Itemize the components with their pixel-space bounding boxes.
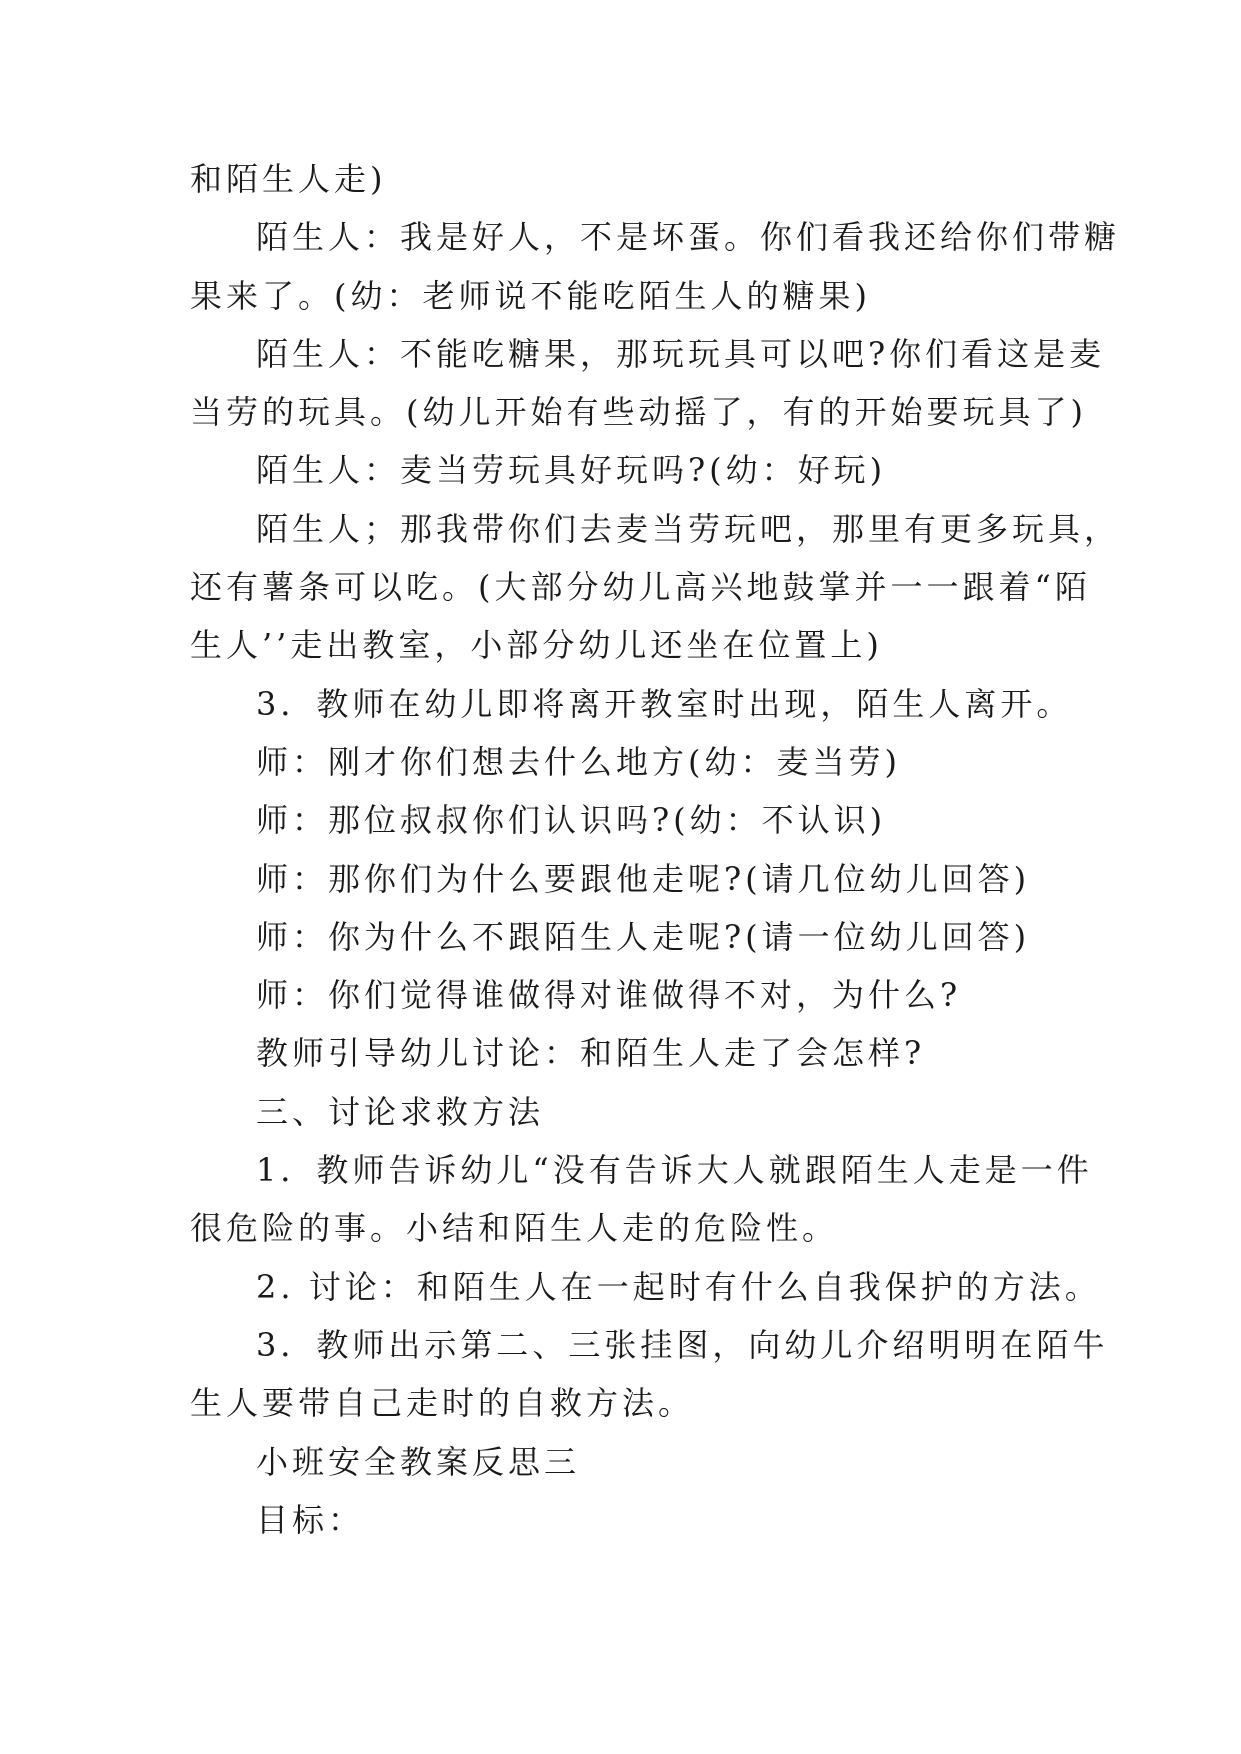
text-line: 师：那位叔叔你们认识吗?(幼：不认识) [256, 801, 887, 840]
text-line: 小班安全教案反思三 [256, 1442, 581, 1481]
text-line: 陌生人；那我带你们去麦当劳玩吧，那里有更多玩具， [256, 509, 1121, 548]
text-line: 生人’’走出教室，小部分幼儿还坐在位置上) [190, 626, 883, 665]
text-line: 还有薯条可以吃。(大部分幼儿高兴地鼓掌并一一跟着“陌 [190, 568, 1091, 607]
text-line: 教师引导幼儿讨论：和陌生人走了会怎样? [256, 1034, 926, 1073]
text-line: 陌生人：我是好人，不是坏蛋。你们看我还给你们带糖 [256, 218, 1121, 257]
text-line: 2. 讨论：和陌生人在一起时有什么自我保护的方法。 [256, 1267, 1101, 1306]
text-line: 果来了。(幼：老师说不能吃陌生人的糖果) [190, 276, 871, 315]
text-line: 三、讨论求救方法 [256, 1092, 545, 1131]
text-line: 师：那你们为什么要跟他走呢?(请几位幼儿回答) [256, 859, 1031, 898]
text-line: 和陌生人走) [190, 160, 387, 198]
text-line: 师：你为什么不跟陌生人走呢?(请一位幼儿回答) [256, 917, 1031, 956]
text-line: 3．教师在幼儿即将离开教室时出现，陌生人离开。 [256, 684, 1073, 723]
text-line: 3．教师出示第二、三张挂图，向幼儿介绍明明在陌牛 [256, 1325, 1109, 1364]
text-line: 1．教师告诉幼儿“没有告诉大人就跟陌生人走是一件 [256, 1151, 1093, 1190]
text-line: 很危险的事。小结和陌生人走的危险性。 [190, 1209, 839, 1248]
text-line: 陌生人：麦当劳玩具好玩吗?(幼：好玩) [256, 451, 887, 490]
text-line: 陌生人：不能吃糖果，那玩玩具可以吧?你们看这是麦 [256, 334, 1106, 373]
text-line: 师：刚才你们想去什么地方(幼：麦当劳) [256, 742, 901, 781]
document-page [190, 150, 1121, 1549]
text-line: 生人要带自己走时的自救方法。 [190, 1384, 695, 1423]
text-line: 目标： [256, 1500, 365, 1539]
text-line: 当劳的玩具。(幼儿开始有些动摇了，有的开始要玩具了) [190, 393, 1087, 432]
text-line: 师：你们觉得谁做得对谁做得不对，为什么? [256, 976, 962, 1015]
